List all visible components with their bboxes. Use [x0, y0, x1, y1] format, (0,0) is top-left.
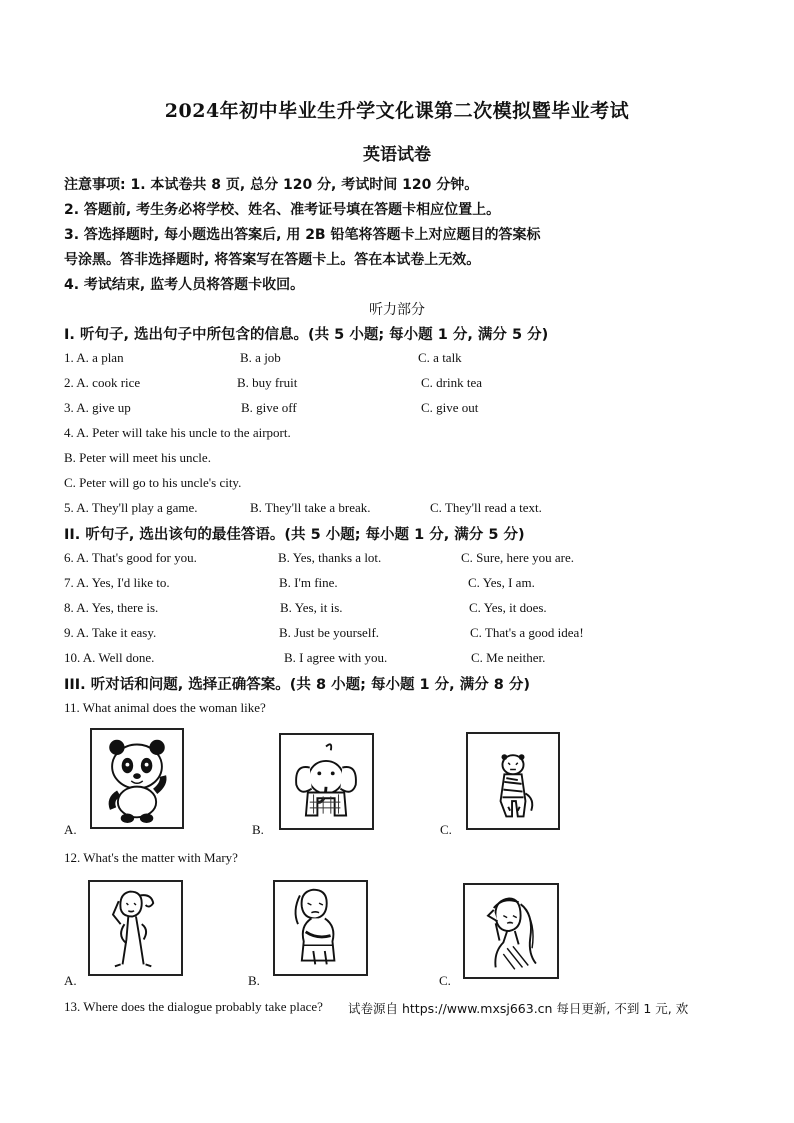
q6-option-a: 6. A. That's good for you.	[64, 550, 197, 565]
note-2: 2. 答题前, 考生务必将学校、姓名、准考证号填在答题卡相应位置上。	[64, 202, 501, 218]
q4-option-a: 4. A. Peter will take his uncle to the airport.	[64, 425, 291, 440]
q5-option-a: 5. A. They'll play a game.	[64, 500, 198, 515]
note-5: 4. 考试结束, 监考人员将答题卡收回。	[64, 277, 305, 293]
q4-option-c: C. Peter will go to his uncle's city.	[64, 475, 242, 490]
q1-option-b: B. a job	[240, 350, 281, 365]
panda-icon	[90, 728, 184, 829]
q3-option-a: 3. A. give up	[64, 400, 131, 415]
stomachache-icon	[273, 880, 368, 976]
q13-question: 13. Where does the dialogue probably take place?	[64, 999, 323, 1014]
q6-option-c: C. Sure, here you are.	[461, 550, 574, 565]
q5-option-b: B. They'll take a break.	[250, 500, 371, 515]
q10-option-b: B. I agree with you.	[284, 650, 388, 665]
note-4: 号涂黑。答非选择题时, 将答案写在答题卡上。答在本试卷上无效。	[64, 252, 481, 268]
sore-throat-icon	[88, 880, 183, 976]
q10-option-c: C. Me neither.	[471, 650, 546, 665]
tiger-icon	[466, 732, 560, 830]
q12-label-c: C.	[439, 973, 451, 988]
q8-option-a: 8. A. Yes, there is.	[64, 600, 159, 615]
note-1: 注意事项: 1. 本试卷共 8 页, 总分 120 分, 考试时间 120 分钟。	[64, 177, 479, 193]
q12-label-b: B.	[248, 973, 260, 988]
exam-subtitle: 英语试卷	[363, 145, 431, 165]
q3-option-b: B. give off	[241, 400, 297, 415]
q11-label-a: A.	[64, 822, 77, 837]
q1-option-c: C. a talk	[418, 350, 462, 365]
exam-title: 2024年初中毕业生升学文化课第二次模拟暨毕业考试	[164, 100, 630, 122]
q11-label-c: C.	[440, 822, 452, 837]
section-1-heading: I. 听句子, 选出句子中所包含的信息。(共 5 小题; 每小题 1 分, 满分 5 分)	[64, 327, 549, 343]
q12-question: 12. What's the matter with Mary?	[64, 850, 238, 865]
q10-option-a: 10. A. Well done.	[64, 650, 155, 665]
q7-option-b: B. I'm fine.	[279, 575, 338, 590]
note-3: 3. 答选择题时, 每小题选出答案后, 用 2B 铅笔将答题卡上对应题目的答案标	[64, 227, 541, 243]
headache-icon	[463, 883, 559, 979]
section-2-heading: II. 听句子, 选出该句的最佳答语。(共 5 小题; 每小题 1 分, 满分 5 分)	[64, 527, 525, 543]
q6-option-b: B. Yes, thanks a lot.	[278, 550, 382, 565]
q8-option-c: C. Yes, it does.	[469, 600, 547, 615]
q12-label-a: A.	[64, 973, 77, 988]
q5-option-c: C. They'll read a text.	[430, 500, 542, 515]
q8-option-b: B. Yes, it is.	[280, 600, 343, 615]
q7-option-a: 7. A. Yes, I'd like to.	[64, 575, 170, 590]
q9-option-b: B. Just be yourself.	[279, 625, 380, 640]
q2-option-a: 2. A. cook rice	[64, 375, 141, 390]
q9-option-a: 9. A. Take it easy.	[64, 625, 157, 640]
q9-option-c: C. That's a good idea!	[470, 625, 584, 640]
section-3-heading: III. 听对话和问题, 选择正确答案。(共 8 小题; 每小题 1 分, 满分 8 分)	[64, 677, 531, 693]
q2-option-b: B. buy fruit	[237, 375, 298, 390]
q3-option-c: C. give out	[421, 400, 479, 415]
q1-option-a: 1. A. a plan	[64, 350, 124, 365]
q4-option-b: B. Peter will meet his uncle.	[64, 450, 211, 465]
q11-label-b: B.	[252, 822, 264, 837]
q11-question: 11. What animal does the woman like?	[64, 700, 266, 715]
q7-option-c: C. Yes, I am.	[468, 575, 535, 590]
part-title: 听力部分	[369, 302, 425, 318]
q2-option-c: C. drink tea	[421, 375, 483, 390]
source-note: 试卷源自 https://www.mxsj663.cn 每日更新, 不到 1 元, 欢	[348, 1001, 689, 1016]
elephant-icon	[279, 733, 374, 830]
